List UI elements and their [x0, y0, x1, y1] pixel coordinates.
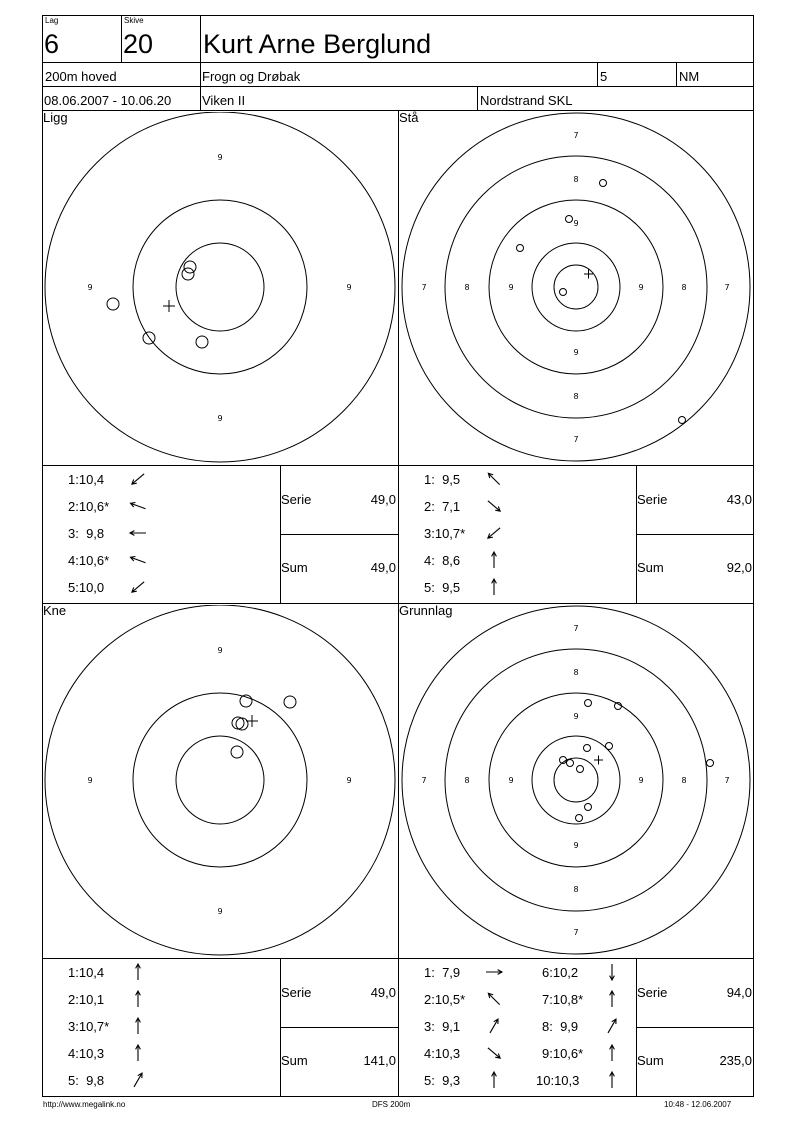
direction-arrow-icon [126, 548, 150, 572]
ring-label: 8 [573, 885, 579, 894]
ring-label: 9 [346, 776, 352, 785]
shot-score: 4:10,6* [68, 553, 110, 568]
ring-label: 8 [681, 283, 687, 292]
target-ligg [44, 112, 396, 464]
ring-label: 7 [421, 283, 427, 292]
serie-label: Serie [281, 492, 312, 507]
ring-label: 9 [573, 348, 579, 357]
ring-label: 7 [724, 776, 730, 785]
direction-arrow-icon [126, 987, 150, 1011]
lag-caption: Lag [45, 16, 59, 25]
shot-hole [576, 815, 583, 822]
ring-label: 9 [573, 219, 579, 228]
category: NM [679, 69, 700, 84]
ring-label: 7 [724, 283, 730, 292]
footer-printed: 10:48 - 12.06.2007 [664, 1100, 732, 1109]
ring-label: 8 [573, 392, 579, 401]
direction-arrow-icon [482, 1041, 506, 1065]
shot-score: 5: 9,8 [68, 1073, 105, 1088]
direction-arrow-icon [126, 575, 150, 599]
shot-score: 3: 9,1 [424, 1019, 461, 1034]
serie-label: Serie [637, 985, 668, 1000]
direction-arrow-icon [600, 1014, 624, 1038]
shot-hole [284, 696, 296, 708]
skive-value: 20 [123, 29, 154, 59]
serie-label: Serie [281, 985, 312, 1000]
sum-label: Sum [281, 1053, 308, 1068]
shot-hole [196, 336, 208, 348]
sum-label: Sum [637, 560, 664, 575]
ring-label: 9 [87, 776, 93, 785]
direction-arrow-icon [600, 1041, 624, 1065]
shot-score: 5: 9,5 [424, 580, 461, 595]
shot-score: 4:10,3 [424, 1046, 461, 1061]
ring-label: 9 [87, 283, 93, 292]
shot-score: 7:10,8* [542, 992, 584, 1007]
direction-arrow-icon [482, 1068, 506, 1092]
shot-score: 2: 7,1 [424, 499, 461, 514]
panel-title-staa: Stå [399, 110, 419, 125]
ring-label: 8 [681, 776, 687, 785]
shot-score: 3: 9,8 [68, 526, 105, 541]
ring-label: 9 [508, 776, 514, 785]
sum-value: 92,0 [726, 560, 752, 575]
date-range: 08.06.2007 - 10.06.20 [44, 93, 172, 108]
klasse: 5 [600, 69, 608, 84]
shot-hole [707, 760, 714, 767]
shot-hole [231, 746, 243, 758]
sum-label: Sum [281, 560, 308, 575]
program: 200m hoved [45, 69, 117, 84]
shot-score: 5: 9,3 [424, 1073, 461, 1088]
direction-arrow-icon [126, 521, 150, 545]
direction-arrow-icon [600, 987, 624, 1011]
ring-label: 8 [464, 776, 470, 785]
footer-system: DFS 200m [372, 1100, 411, 1109]
shot-score: 1:10,4 [68, 965, 105, 980]
ring-label: 9 [638, 776, 644, 785]
host-club: Nordstrand SKL [480, 93, 573, 108]
direction-arrow-icon [600, 960, 624, 984]
target-grunnlag [400, 605, 752, 957]
serie-label: Serie [637, 492, 668, 507]
shot-hole [584, 745, 591, 752]
ring-label: 9 [217, 153, 223, 162]
club: Frogn og Drøbak [202, 69, 301, 84]
shot-hole [585, 804, 592, 811]
direction-arrow-icon [482, 960, 506, 984]
shooter-name: Kurt Arne Berglund [203, 29, 432, 59]
ring-label: 9 [346, 283, 352, 292]
serie-value: 49,0 [370, 492, 396, 507]
direction-arrow-icon [126, 494, 150, 518]
direction-arrow-icon [482, 521, 506, 545]
shot-score: 1:10,4 [68, 472, 105, 487]
direction-arrow-icon [126, 960, 150, 984]
direction-arrow-icon [482, 494, 506, 518]
ring-label: 8 [573, 175, 579, 184]
shot-score: 6:10,2 [542, 965, 579, 980]
direction-arrow-icon [126, 1014, 150, 1038]
direction-arrow-icon [482, 548, 506, 572]
shot-score: 3:10,7* [68, 1019, 110, 1034]
shot-score: 1: 7,9 [424, 965, 461, 980]
shot-score: 3:10,7* [424, 526, 466, 541]
direction-arrow-icon [126, 1041, 150, 1065]
shot-hole [606, 743, 613, 750]
shot-hole [232, 717, 244, 729]
panel-title-grunnlag: Grunnlag [399, 603, 453, 618]
shot-score: 2:10,5* [424, 992, 466, 1007]
target-staa [400, 112, 752, 464]
skive-caption: Skive [124, 16, 144, 25]
ring-label: 7 [573, 928, 579, 937]
shot-score: 4: 8,6 [424, 553, 461, 568]
ring-label: 9 [217, 907, 223, 916]
shot-hole [679, 417, 686, 424]
panel-title-ligg: Ligg [43, 110, 68, 125]
footer-url[interactable]: http://www.megalink.no [43, 1100, 126, 1109]
lag-value: 6 [44, 29, 60, 59]
ring-label: 9 [217, 646, 223, 655]
direction-arrow-icon [482, 575, 506, 599]
shot-hole [560, 289, 567, 296]
ring-label: 9 [638, 283, 644, 292]
sum-value: 141,0 [363, 1053, 396, 1068]
shot-score: 2:10,6* [68, 499, 110, 514]
serie-value: 43,0 [726, 492, 752, 507]
sum-label: Sum [637, 1053, 664, 1068]
direction-arrow-icon [482, 987, 506, 1011]
mean-point-marker [594, 756, 603, 765]
ring-label: 9 [217, 414, 223, 423]
shot-score: 2:10,1 [68, 992, 105, 1007]
sum-value: 49,0 [370, 560, 396, 575]
shot-score: 8: 9,9 [542, 1019, 579, 1034]
shot-score: 1: 9,5 [424, 472, 461, 487]
ring-label: 7 [573, 435, 579, 444]
shot-hole [517, 245, 524, 252]
direction-arrow-icon [482, 1014, 506, 1038]
direction-arrow-icon [126, 467, 150, 491]
shot-hole [567, 760, 574, 767]
range-name: Viken II [202, 93, 246, 108]
shot-hole [236, 718, 248, 730]
ring-label: 9 [573, 712, 579, 721]
ring-label: 9 [508, 283, 514, 292]
shot-hole [566, 216, 573, 223]
ring-label: 7 [573, 624, 579, 633]
serie-value: 49,0 [370, 985, 396, 1000]
shot-hole [184, 261, 196, 273]
target-kne [44, 605, 396, 957]
ring-label: 7 [421, 776, 427, 785]
panel-title-kne: Kne [43, 603, 67, 618]
shot-hole [600, 180, 607, 187]
ring-label: 9 [573, 841, 579, 850]
direction-arrow-icon [482, 467, 506, 491]
shot-hole [182, 268, 194, 280]
serie-value: 94,0 [726, 985, 752, 1000]
ring-label: 8 [573, 668, 579, 677]
ring-label: 8 [464, 283, 470, 292]
direction-arrow-icon [126, 1068, 150, 1092]
sum-value: 235,0 [719, 1053, 752, 1068]
direction-arrow-icon [600, 1068, 624, 1092]
shot-score: 5:10,0 [68, 580, 105, 595]
mean-point-marker [163, 300, 175, 312]
shot-hole [585, 700, 592, 707]
shot-score: 9:10,6* [542, 1046, 584, 1061]
shot-score: 4:10,3 [68, 1046, 105, 1061]
shot-hole [107, 298, 119, 310]
ring-label: 7 [573, 131, 579, 140]
shot-score: 10:10,3 [536, 1073, 580, 1088]
shot-hole [577, 766, 584, 773]
